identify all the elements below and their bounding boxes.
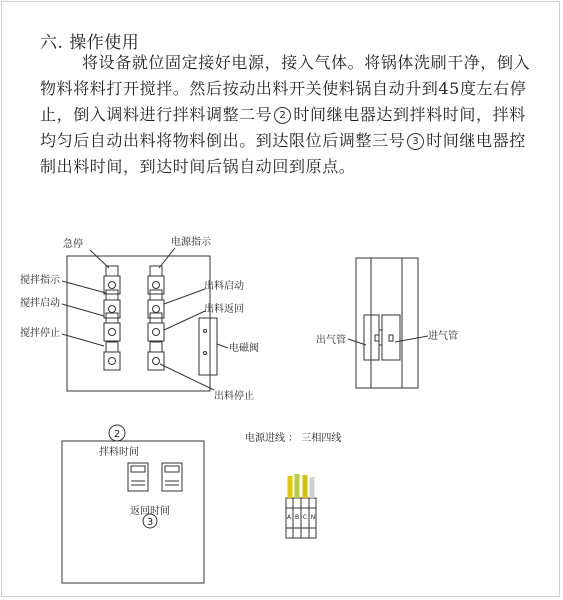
leader-emergency-stop <box>90 250 109 268</box>
phase-n: N <box>310 514 316 521</box>
valve-right-port <box>382 315 400 360</box>
leader-discharge-stop <box>160 364 214 390</box>
label-mix-indicator: 搅拌指示 <box>20 275 60 286</box>
timer-marker-bottom: 3 <box>146 517 154 528</box>
leader-outlet <box>348 339 366 345</box>
label-mix-stop: 搅拌停止 <box>20 328 60 339</box>
leader-power-indicator <box>159 248 175 268</box>
valve-box <box>356 258 418 388</box>
phase-a: A <box>286 514 292 521</box>
label-power-indicator: 电源指示 <box>171 237 211 248</box>
leader-solenoid <box>217 344 228 348</box>
phase-c: C <box>302 514 308 521</box>
label-discharge-start: 出料启动 <box>204 281 244 292</box>
valve-nub-right <box>389 335 393 341</box>
paragraph-part-3: 时间继电器控制出料时间，到达时间后锅自动回到原点。 <box>40 131 526 176</box>
button-mix-start <box>104 313 120 341</box>
label-return-time: 返回时间 <box>130 506 170 517</box>
label-solenoid-valve: 电磁阀 <box>229 343 259 354</box>
leader-mix-stop <box>62 334 104 346</box>
section-heading: 六. 操作使用 <box>40 33 140 53</box>
label-emergency-stop: 急停 <box>63 239 83 250</box>
timer-relay-2 <box>128 463 148 491</box>
circled-marker-3: 3 <box>407 133 424 150</box>
button-discharge-stop <box>148 342 164 370</box>
label-mixing-time: 拌料时间 <box>99 447 139 458</box>
timer-relay-3 <box>162 463 182 491</box>
power-cables <box>290 474 312 498</box>
leader-mix-indicator <box>62 281 106 293</box>
label-inlet-pipe: 进气管 <box>428 331 458 342</box>
button-mix-stop <box>104 342 120 370</box>
paragraph-part-1: 将设备就位固定接好电源，接入气体。将锅体洗刷干净，倒入物料将料打开搅拌。然后按动出料开关使料锅自动升到45度左右停止，倒入调料进行拌料调整二号 <box>40 53 531 124</box>
circled-marker-2: 2 <box>274 107 291 124</box>
label-discharge-return: 出料返回 <box>204 304 244 315</box>
label-mix-start: 搅拌启动 <box>20 298 60 309</box>
valve-nub-left <box>375 335 379 341</box>
solenoid-dot-1 <box>204 330 207 333</box>
timer-marker-top: 2 <box>113 429 121 440</box>
leader-mix-start <box>62 304 104 316</box>
solenoid-body <box>210 318 217 375</box>
button-discharge-return <box>148 313 164 341</box>
solenoid-block <box>199 318 210 375</box>
label-outlet-pipe: 出气管 <box>316 335 346 346</box>
label-discharge-stop: 出料停止 <box>214 391 254 402</box>
solenoid-dot-2 <box>204 352 207 355</box>
phase-b: B <box>294 514 300 521</box>
control-panel-box <box>67 256 210 391</box>
leader-discharge-start <box>164 289 205 304</box>
paragraph-part-2: 时间继电器达到拌料时间，拌料均匀后自动出料将物料倒出。到达限位后调整三号 <box>40 105 526 150</box>
label-power-in: 电源进线 ： 三相四线 <box>245 433 342 444</box>
